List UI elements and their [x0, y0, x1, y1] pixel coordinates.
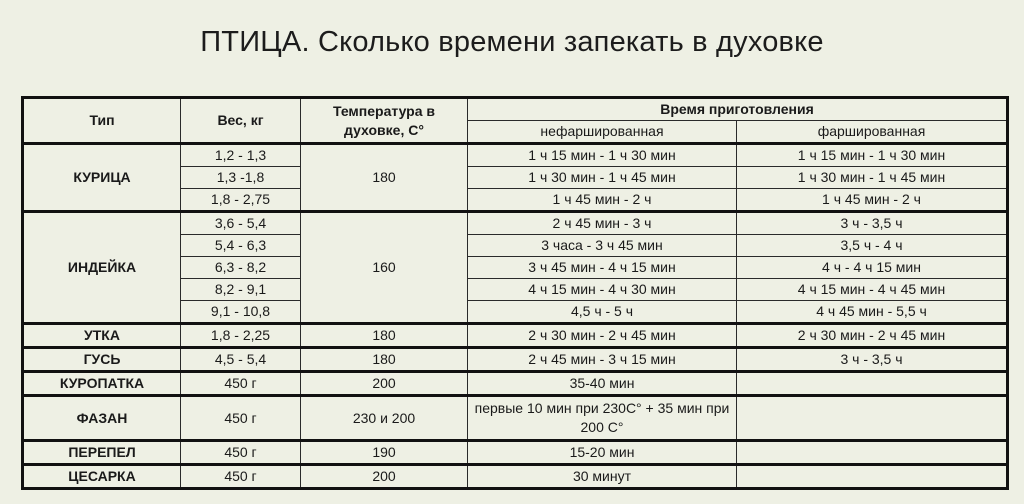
temperature-cell: 230 и 200	[301, 396, 468, 441]
temperature-cell: 200	[301, 372, 468, 396]
stuffed-time-cell: 1 ч 45 мин - 2 ч	[737, 189, 1008, 212]
weight-cell: 3,6 - 5,4	[181, 212, 301, 235]
header-weight: Вес, кг	[181, 98, 301, 144]
bird-type-cell: ИНДЕЙКА	[23, 212, 181, 324]
table-row	[23, 324, 1008, 348]
page-title: ПТИЦА. Сколько времени запекать в духовке	[200, 26, 824, 58]
bird-type-cell: УТКА	[23, 324, 181, 348]
header-unstuffed: нефаршированная	[468, 121, 737, 144]
stuffed-time-cell: 3,5 ч - 4 ч	[737, 235, 1008, 257]
weight-cell: 9,1 - 10,8	[181, 301, 301, 324]
unstuffed-time-cell: 1 ч 45 мин - 2 ч	[468, 189, 737, 212]
bird-type-cell: КУРОПАТКА	[23, 372, 181, 396]
unstuffed-time-cell: 4,5 ч - 5 ч	[468, 301, 737, 324]
temperature-cell: 180	[301, 348, 468, 372]
weight-cell: 5,4 - 6,3	[181, 235, 301, 257]
unstuffed-time-cell: 4 ч 15 мин - 4 ч 30 мин	[468, 279, 737, 301]
bird-type-cell: ГУСЬ	[23, 348, 181, 372]
unstuffed-time-cell: 2 ч 45 мин - 3 ч	[468, 212, 737, 235]
table-row	[23, 441, 1008, 465]
temperature-cell: 200	[301, 465, 468, 489]
unstuffed-time-cell: 2 ч 30 мин - 2 ч 45 мин	[468, 324, 737, 348]
weight-cell: 450 г	[181, 396, 301, 441]
stuffed-time-cell	[737, 441, 1008, 465]
stuffed-time-cell: 4 ч - 4 ч 15 мин	[737, 257, 1008, 279]
table-row	[23, 144, 1008, 167]
header-cooking-time: Время приготовления	[468, 98, 1008, 121]
weight-cell: 1,8 - 2,25	[181, 324, 301, 348]
stuffed-time-cell: 1 ч 30 мин - 1 ч 45 мин	[737, 167, 1008, 189]
temperature-cell: 180	[301, 324, 468, 348]
stuffed-time-cell: 1 ч 15 мин - 1 ч 30 мин	[737, 144, 1008, 167]
bird-type-cell: ЦЕСАРКА	[23, 465, 181, 489]
weight-cell: 6,3 - 8,2	[181, 257, 301, 279]
stuffed-time-cell: 3 ч - 3,5 ч	[737, 348, 1008, 372]
weight-cell: 1,8 - 2,75	[181, 189, 301, 212]
unstuffed-time-cell: первые 10 мин при 230С° + 35 мин при 200 С°	[468, 396, 737, 441]
weight-cell: 8,2 - 9,1	[181, 279, 301, 301]
stuffed-time-cell: 4 ч 15 мин - 4 ч 45 мин	[737, 279, 1008, 301]
stuffed-time-cell	[737, 372, 1008, 396]
stuffed-time-cell	[737, 396, 1008, 441]
header-type: Тип	[23, 98, 181, 144]
table-row	[23, 372, 1008, 396]
weight-cell: 450 г	[181, 465, 301, 489]
stuffed-time-cell: 3 ч - 3,5 ч	[737, 212, 1008, 235]
stuffed-time-cell: 2 ч 30 мин - 2 ч 45 мин	[737, 324, 1008, 348]
table-row	[23, 396, 1008, 441]
table-row	[23, 465, 1008, 489]
weight-cell: 1,2 - 1,3	[181, 144, 301, 167]
table-body	[23, 144, 1008, 489]
temperature-cell: 190	[301, 441, 468, 465]
weight-cell: 1,3 -1,8	[181, 167, 301, 189]
header-stuffed: фаршированная	[737, 121, 1008, 144]
unstuffed-time-cell: 15-20 мин	[468, 441, 737, 465]
unstuffed-time-cell: 30 минут	[468, 465, 737, 489]
weight-cell: 450 г	[181, 441, 301, 465]
header-temperature: Температура в духовке, С°	[301, 98, 468, 144]
stuffed-time-cell	[737, 465, 1008, 489]
temperature-cell: 160	[301, 212, 468, 324]
poultry-roasting-table	[21, 96, 1009, 490]
unstuffed-time-cell: 3 часа - 3 ч 45 мин	[468, 235, 737, 257]
unstuffed-time-cell: 1 ч 30 мин - 1 ч 45 мин	[468, 167, 737, 189]
weight-cell: 450 г	[181, 372, 301, 396]
stuffed-time-cell: 4 ч 45 мин - 5,5 ч	[737, 301, 1008, 324]
unstuffed-time-cell: 1 ч 15 мин - 1 ч 30 мин	[468, 144, 737, 167]
bird-type-cell: ФАЗАН	[23, 396, 181, 441]
unstuffed-time-cell: 2 ч 45 мин - 3 ч 15 мин	[468, 348, 737, 372]
unstuffed-time-cell: 3 ч 45 мин - 4 ч 15 мин	[468, 257, 737, 279]
table-row	[23, 212, 1008, 235]
temperature-cell: 180	[301, 144, 468, 212]
bird-type-cell: ПЕРЕПЕЛ	[23, 441, 181, 465]
unstuffed-time-cell: 35-40 мин	[468, 372, 737, 396]
weight-cell: 4,5 - 5,4	[181, 348, 301, 372]
table-row	[23, 348, 1008, 372]
bird-type-cell: КУРИЦА	[23, 144, 181, 212]
